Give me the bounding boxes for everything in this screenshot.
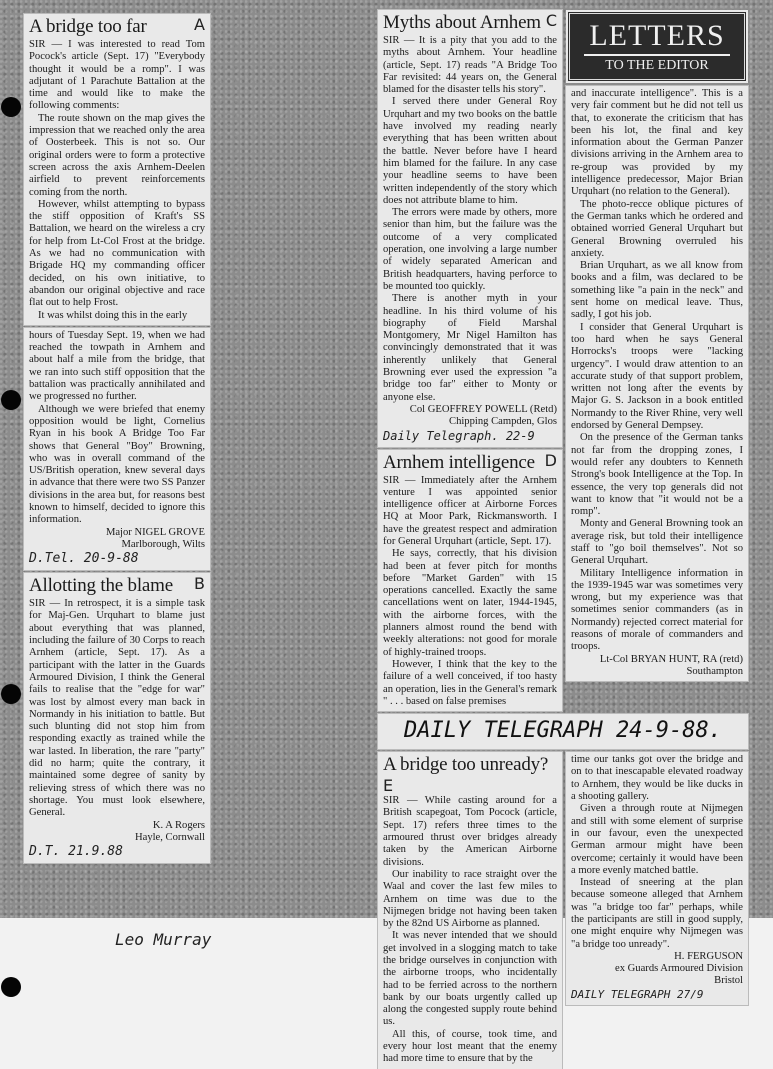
letter-d-location: Southampton: [686, 665, 743, 677]
punch-hole: [1, 390, 21, 410]
letter-e-rank: ex Guards Armoured Division: [615, 963, 743, 975]
letter-d-clipping-continued: [566, 86, 748, 681]
letter-c-paragraph: SIR — It is a pity that you add to the myths about Arnhem. Your headline (article, Sept. 17) reads "A Bridge Too Far revisited: 44 years on, the General blamed for the disaster tells his story".: [383, 35, 557, 96]
letter-b-signature: K. A Rogers: [152, 819, 205, 831]
handwritten-date-d: DAILY TELEGRAPH 24-9-88.: [378, 714, 748, 749]
handwritten-mark-b: B: [194, 574, 205, 594]
letter-b-header: [29, 575, 205, 598]
letter-e-clipping-continued: [566, 752, 748, 1005]
handwritten-mark-d: D: [544, 450, 557, 470]
letter-a-clipping-part1: [24, 14, 210, 325]
letter-e-paragraph: Given a through route at Nijmegen and still with some element of surprise in our favour, even the unexpected German armour might have been overcome; certainly it would have been a more evenly matched battle.: [571, 803, 743, 876]
letter-c-paragraph: I served there under General Roy Urquhart and my two books on the battle have involved my reading nearly everything that has been written about the battle. Never before have I heard him blamed for the failure. In any case your headline seems to have been written independently of the story which does not attribute blame to him.: [383, 96, 557, 206]
letter-d-clipping: [378, 450, 562, 712]
letter-a-paragraph: It was whilst doing this in the early: [38, 309, 188, 321]
letter-d-headline: Arnhem intelligence: [383, 451, 535, 473]
letter-e-paragraph: It was never intended that we should get involved in a slogging match to take the bridge ourselves in conjunction with the airborne troops, who incidentally had to be ferried across to the northern bank by our boats urgently called up along the congested supply route behind us.: [383, 930, 557, 1028]
letter-c-header: [383, 12, 557, 35]
letter-c-paragraph: The errors were made by others, more senior than him, but the failure was the outcome of a very complicated operation, one involving a large number of widely separated American and British headquarters, having perforce to be mounted too quickly.: [383, 207, 557, 292]
letter-b-headline: Allotting the blame: [29, 575, 173, 597]
letter-d-paragraph: Monty and General Browning took an average risk, but told their intelligence staff to "go boil themselves". Not so General Urquhart.: [571, 518, 743, 567]
letter-c-paragraph: There is another myth in your headline. In his third volume of his biography of Field Marshal Montgomery, Mr Nigel Hamilton has convincingly demonstrated that it was inherently unlikely that General Browning ever used the expression "a bridge too far" either to Monty or anyone else.: [383, 293, 557, 403]
letter-c-location: Chipping Campden, Glos: [449, 416, 557, 428]
letter-e-headline: A bridge too unready?: [383, 754, 549, 776]
handwritten-mark-c: C: [545, 11, 557, 30]
letter-c-headline: Myths about Arnhem: [383, 12, 541, 33]
letter-b-paragraph: SIR — In retrospect, it is a simple task for Maj-Gen. Urquhart to blame just about everything that was planned, including the failure of 30 Corps to reach Arnhem (article, Sept. 17). As a participant with the latter in the Guards Armoured Division, I think the General fails to realise that the "edge for war" was lost by almost every man back in Normandy in his initiation to battle. But such blunting did not stop him from responding exactly as trained while the war lasted. In liberation, the rare "party" did no harm; quite the contrary, it maintained some degree of sanity by relieving stress of which there was no shortage. You must look elsewhere, General.: [29, 598, 205, 819]
letter-e-header: [383, 754, 557, 795]
letter-e-paragraph: time our tanks got over the bridge and on to that inescapable elevated roadway to Arnhem, they would be like ducks in a shooting gallery.: [571, 754, 743, 803]
letter-a-header: [29, 16, 205, 39]
middle-column-top: [378, 10, 562, 711]
punch-hole: [1, 97, 21, 117]
letter-d-paragraph: The photo-recce oblique pictures of the German tanks which he ordered and obtained worried General Urquhart but General Browning overruled his anxiety.: [571, 198, 743, 259]
right-columns: [378, 10, 748, 1069]
handwritten-date-c: Daily Telegraph. 22-9: [383, 428, 535, 443]
letter-e-signature: H. FERGUSON: [674, 950, 743, 962]
letter-a-paragraph: Although we were briefed that enemy opposition would be light, Cornelius Ryan in his book A Bridge Too Far shows that General "Boy" Browning, who was in overall command of the US/British operation, knew several days in advance that there were two SS Panzer divisions in the area but, for reasons best known to himself, decided to ignore this information.: [29, 403, 205, 526]
letter-a-paragraph: SIR — I was interested to read Tom Pocock's article (Sept. 17) "Everybody thought it would be a romp". I was adjutant of 1 Parachute Battalion at the time and would like to make the following comments:: [29, 39, 205, 112]
letter-d-paragraph: I consider that General Urquhart is too hard when he says General Horrocks's troops were "lacking urgency". I would draw attention to an accurate study of that support problem, written not long after the events by Major G. S. Jackson in a book entitled Normandy to the River Rhine, very well endorsed by General Dempsey.: [571, 321, 743, 432]
left-column: [24, 14, 210, 863]
letter-e-paragraph: SIR — While casting around for a British scapegoat, Tom Pocock (article, Sept. 17) refers three times to the armoured thrust over bridges already taken by the American Airborne divisions.: [383, 795, 557, 868]
letter-e-paragraph: All this, of course, took time, and every hour lost meant that the enemy had more time to ensure that by the: [383, 1028, 557, 1065]
letter-c-clipping: [378, 10, 562, 447]
banner-title: LETTERS: [584, 14, 730, 56]
handwritten-signature: Leo Murray: [115, 930, 212, 949]
letter-d-paragraph: and inaccurate intelligence". This is a very fair comment but he did not tell us that, to exonerate the criticism that has been his lot, the final and key information about the German Panzer divisions arriving in the Arnhem area to re-group was provided by my intelligence predecessor, Major Brian Urquhart (no relation to the General).: [571, 88, 743, 198]
handwritten-mark-a: A: [194, 15, 205, 34]
letter-d-header: [383, 452, 557, 475]
handwritten-date-e: DAILY TELEGRAPH 27/9: [571, 987, 704, 1001]
letter-d-paragraph: Brian Urquhart, as we all know from books and a film, was declared to be something like "a pain in the neck" and sent home on medical leave. Thus, sadly, I got his job.: [571, 260, 743, 321]
handwritten-mark-e: E: [383, 776, 394, 796]
letter-a-headline: A bridge too far: [29, 16, 147, 37]
letter-a-location: Marlborough, Wilts: [121, 538, 205, 550]
letter-d-signature: Lt-Col BRYAN HUNT, RA (retd): [599, 653, 743, 665]
letter-a-signature: Major NIGEL GROVE: [105, 526, 205, 538]
handwritten-date-b: D.T. 21.9.88: [29, 844, 123, 860]
punch-hole: [1, 977, 21, 997]
letter-d-paragraph: Military Intelligence information in the 1939-1945 war was sometimes very wrong, but my experience was that sometimes senior commanders (as in Normandy) rejected correct material for reasons of morale of commanders and troops.: [571, 567, 743, 653]
letter-d-paragraph: On the presence of the German tanks not far from the dropping zones, I would refer any doubters to Kenneth Strong's book Intelligence at the Top. In essence, the very top generals did not want to know that "it would not be a romp".: [571, 432, 743, 518]
handwritten-date-a: D.Tel. 20-9-88: [29, 551, 139, 567]
letter-d-paragraph: However, I think that the key to the failure of a well conceived, if too hasty an operation, lies in the General's remark " . . . based on false premises: [383, 658, 557, 707]
letter-b-clipping: [24, 573, 210, 863]
letter-e-paragraph: Our inability to race straight over the Waal and cover the last few miles to Arnhem on time was due to the Nijmegen bridge not having been taken by the 82nd US Airborne as planned.: [383, 868, 557, 930]
letter-a-paragraph: The route shown on the map gives the impression that we reached only the area of Oosterbeek. This is not so. Our original orders were to form a protective screen across the axis Arnhem-Deelen airfield to prevent reinforcements coming from the north.: [29, 112, 205, 198]
letter-e-clipping: [378, 752, 562, 1069]
punch-hole: [1, 684, 21, 704]
letter-a-clipping-part2: [24, 328, 210, 570]
letter-e-location: Bristol: [714, 975, 743, 987]
letter-a-paragraph: hours of Tuesday Sept. 19, when we had reached the towpath in Arnhem and about half a mile from the bridge, that we ran into such stiff opposition that the battalion was practically annihilated and we progressed no further.: [29, 329, 205, 403]
letter-a-paragraph: However, whilst attempting to bypass the stiff opposition of Kraft's SS Battalion, we heard on the wireless a cry for help from Lt-Col Frost at the bridge. As we had no communication with Brigade HQ my commanding officer decided, on his own initiative, to abandon our original objective and race flat out to help Frost.: [29, 198, 205, 309]
letter-c-signature: Col GEOFFREY POWELL (Retd): [409, 403, 557, 415]
right-column-top: [566, 10, 748, 681]
banner-subtitle: TO THE EDITOR: [605, 58, 709, 73]
letter-b-location: Hayle, Cornwall: [134, 831, 205, 843]
letter-e-paragraph: Instead of sneering at the plan because someone alleged that Arnhem was "a bridge too far" perhaps, while the participants are still in good supply, one might enquire why Nijmegen was "a bridge too unready".: [571, 877, 743, 950]
letter-d-paragraph: SIR — Immediately after the Arnhem venture I was appointed senior intelligence officer at Airborne Forces HQ at Moor Park, Rickmansworth. I have the greatest respect and admiration for General Urquhart (article, Sept. 17).: [383, 474, 557, 547]
letters-to-the-editor-banner: [566, 10, 748, 83]
letter-d-paragraph: He says, correctly, that his division had been at fever pitch for months before "Market Garden" with 15 operations cancelled. Exactly the same cancellations went on later, 1944-1945, with the airborne forces, with the planners almost round the bend with weekly alterations: not good for morale of highly-trained troops.: [383, 548, 557, 658]
